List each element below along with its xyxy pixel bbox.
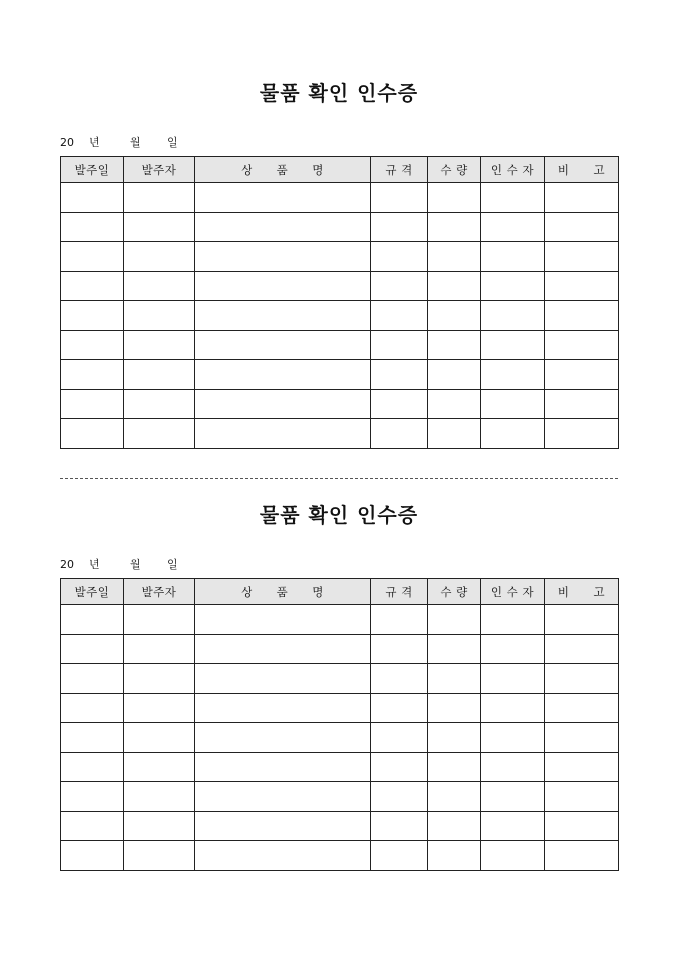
cell-receiver[interactable] [481, 664, 545, 694]
col-order-date: 발주일 [61, 157, 124, 183]
cell-order-date[interactable] [61, 782, 124, 812]
cell-remarks[interactable] [545, 360, 619, 390]
cell-receiver[interactable] [481, 183, 545, 213]
cell-orderer[interactable] [124, 242, 195, 272]
cell-spec[interactable] [371, 419, 428, 449]
header-row [61, 579, 619, 605]
col-order-date: 발주일 [61, 579, 124, 605]
date-year-unit: 년 [89, 558, 100, 571]
cell-receiver[interactable] [481, 242, 545, 272]
date-month-unit: 월 [130, 558, 141, 571]
cell-receiver[interactable] [481, 389, 545, 419]
cell-order-date[interactable] [61, 693, 124, 723]
table-row [61, 183, 619, 213]
date-line [60, 555, 618, 575]
cell-spec[interactable] [371, 605, 428, 635]
cell-orderer[interactable] [124, 841, 195, 871]
table-row [61, 723, 619, 753]
cell-spec[interactable] [371, 242, 428, 272]
cell-order-date[interactable] [61, 183, 124, 213]
cell-quantity[interactable] [428, 212, 481, 242]
receipt-form-top [60, 78, 618, 449]
cell-quantity[interactable] [428, 723, 481, 753]
cell-spec[interactable] [371, 752, 428, 782]
cell-remarks[interactable] [545, 752, 619, 782]
cell-orderer[interactable] [124, 664, 195, 694]
cell-order-date[interactable] [61, 389, 124, 419]
cell-orderer[interactable] [124, 782, 195, 812]
table-row [61, 752, 619, 782]
cell-product-name[interactable] [195, 723, 371, 753]
cell-receiver[interactable] [481, 605, 545, 635]
cell-spec[interactable] [371, 183, 428, 213]
cell-orderer[interactable] [124, 301, 195, 331]
col-spec: 규 격 [371, 157, 428, 183]
cell-remarks[interactable] [545, 664, 619, 694]
cell-receiver[interactable] [481, 811, 545, 841]
cell-receiver[interactable] [481, 752, 545, 782]
cell-orderer[interactable] [124, 723, 195, 753]
form-title: 물품 확인 인수증 [259, 503, 419, 527]
cell-spec[interactable] [371, 782, 428, 812]
col-spec: 규 격 [371, 579, 428, 605]
cell-quantity[interactable] [428, 419, 481, 449]
cell-orderer[interactable] [124, 419, 195, 449]
cell-quantity[interactable] [428, 841, 481, 871]
col-orderer: 발주자 [124, 579, 195, 605]
table-row [61, 841, 619, 871]
table-row [61, 212, 619, 242]
table-row [61, 389, 619, 419]
cell-order-date[interactable] [61, 360, 124, 390]
cell-quantity[interactable] [428, 301, 481, 331]
table-row [61, 419, 619, 449]
cell-order-date[interactable] [61, 419, 124, 449]
cell-spec[interactable] [371, 723, 428, 753]
cell-orderer[interactable] [124, 605, 195, 635]
cell-product-name[interactable] [195, 634, 371, 664]
cell-orderer[interactable] [124, 752, 195, 782]
cell-quantity[interactable] [428, 782, 481, 812]
cell-quantity[interactable] [428, 242, 481, 272]
cell-orderer[interactable] [124, 330, 195, 360]
cell-product-name[interactable] [195, 183, 371, 213]
table-body [61, 605, 619, 871]
cell-remarks[interactable] [545, 212, 619, 242]
cell-spec[interactable] [371, 360, 428, 390]
cell-order-date[interactable] [61, 212, 124, 242]
cell-remarks[interactable] [545, 271, 619, 301]
cell-spec[interactable] [371, 212, 428, 242]
col-receiver: 인 수 자 [481, 579, 545, 605]
cell-order-date[interactable] [61, 301, 124, 331]
cell-receiver[interactable] [481, 360, 545, 390]
cell-receiver[interactable] [481, 419, 545, 449]
cell-order-date[interactable] [61, 634, 124, 664]
cell-spec[interactable] [371, 330, 428, 360]
cell-receiver[interactable] [481, 841, 545, 871]
table-row [61, 605, 619, 635]
form-title: 물품 확인 인수증 [259, 81, 419, 105]
cell-quantity[interactable] [428, 605, 481, 635]
cell-order-date[interactable] [61, 664, 124, 694]
cell-spec[interactable] [371, 634, 428, 664]
cell-remarks[interactable] [545, 419, 619, 449]
col-remarks: 비 고 [545, 579, 619, 605]
header-row [61, 157, 619, 183]
cell-product-name[interactable] [195, 841, 371, 871]
cell-receiver[interactable] [481, 301, 545, 331]
cell-product-name[interactable] [195, 811, 371, 841]
cell-order-date[interactable] [61, 605, 124, 635]
cell-spec[interactable] [371, 301, 428, 331]
cell-order-date[interactable] [61, 723, 124, 753]
col-remarks: 비 고 [545, 157, 619, 183]
cell-orderer[interactable] [124, 271, 195, 301]
cell-orderer[interactable] [124, 389, 195, 419]
cell-product-name[interactable] [195, 752, 371, 782]
cell-spec[interactable] [371, 664, 428, 694]
table-row [61, 664, 619, 694]
cell-product-name[interactable] [195, 330, 371, 360]
cell-order-date[interactable] [61, 330, 124, 360]
cell-remarks[interactable] [545, 330, 619, 360]
date-month-unit: 월 [130, 136, 141, 149]
date-day-unit: 일 [167, 558, 178, 571]
cell-remarks[interactable] [545, 693, 619, 723]
cell-product-name[interactable] [195, 693, 371, 723]
cell-remarks[interactable] [545, 183, 619, 213]
table-row [61, 693, 619, 723]
date-line [60, 133, 618, 153]
receipt-table [60, 578, 619, 871]
cell-order-date[interactable] [61, 242, 124, 272]
col-product-name: 상 품 명 [195, 579, 371, 605]
cell-quantity[interactable] [428, 664, 481, 694]
cell-orderer[interactable] [124, 183, 195, 213]
cell-remarks[interactable] [545, 811, 619, 841]
cell-orderer[interactable] [124, 634, 195, 664]
cell-quantity[interactable] [428, 752, 481, 782]
table-row [61, 330, 619, 360]
col-receiver: 인 수 자 [481, 157, 545, 183]
table-row [61, 271, 619, 301]
cell-receiver[interactable] [481, 693, 545, 723]
date-day-unit: 일 [167, 136, 178, 149]
cell-product-name[interactable] [195, 782, 371, 812]
cut-line [60, 478, 618, 479]
col-quantity: 수 량 [428, 579, 481, 605]
cell-remarks[interactable] [545, 605, 619, 635]
cell-product-name[interactable] [195, 360, 371, 390]
cell-order-date[interactable] [61, 752, 124, 782]
cell-remarks[interactable] [545, 634, 619, 664]
cell-order-date[interactable] [61, 841, 124, 871]
table-row [61, 360, 619, 390]
cell-remarks[interactable] [545, 389, 619, 419]
cell-quantity[interactable] [428, 811, 481, 841]
cell-orderer[interactable] [124, 693, 195, 723]
cell-orderer[interactable] [124, 212, 195, 242]
cell-remarks[interactable] [545, 301, 619, 331]
cell-receiver[interactable] [481, 634, 545, 664]
cell-quantity[interactable] [428, 330, 481, 360]
table-row [61, 242, 619, 272]
cell-quantity[interactable] [428, 634, 481, 664]
date-year-prefix: 20 [60, 558, 74, 571]
cell-receiver[interactable] [481, 723, 545, 753]
cell-receiver[interactable] [481, 782, 545, 812]
cell-remarks[interactable] [545, 841, 619, 871]
cell-order-date[interactable] [61, 811, 124, 841]
cell-quantity[interactable] [428, 271, 481, 301]
cell-quantity[interactable] [428, 389, 481, 419]
cell-receiver[interactable] [481, 212, 545, 242]
cell-spec[interactable] [371, 389, 428, 419]
cell-product-name[interactable] [195, 605, 371, 635]
table-row [61, 782, 619, 812]
cell-orderer[interactable] [124, 811, 195, 841]
cell-product-name[interactable] [195, 301, 371, 331]
table-body [61, 183, 619, 449]
cell-remarks[interactable] [545, 782, 619, 812]
cell-product-name[interactable] [195, 271, 371, 301]
cell-spec[interactable] [371, 811, 428, 841]
cell-spec[interactable] [371, 271, 428, 301]
table-row [61, 634, 619, 664]
cell-remarks[interactable] [545, 723, 619, 753]
cell-product-name[interactable] [195, 389, 371, 419]
cell-product-name[interactable] [195, 242, 371, 272]
cell-receiver[interactable] [481, 271, 545, 301]
col-product-name: 상 품 명 [195, 157, 371, 183]
cell-quantity[interactable] [428, 360, 481, 390]
cell-quantity[interactable] [428, 693, 481, 723]
receipt-table [60, 156, 619, 449]
cell-spec[interactable] [371, 693, 428, 723]
cell-orderer[interactable] [124, 360, 195, 390]
receipt-form-bottom [60, 500, 618, 871]
cell-product-name[interactable] [195, 212, 371, 242]
cell-product-name[interactable] [195, 419, 371, 449]
cell-receiver[interactable] [481, 330, 545, 360]
table-row [61, 811, 619, 841]
cell-quantity[interactable] [428, 183, 481, 213]
cell-product-name[interactable] [195, 664, 371, 694]
cell-order-date[interactable] [61, 271, 124, 301]
date-year-prefix: 20 [60, 136, 74, 149]
col-orderer: 발주자 [124, 157, 195, 183]
table-row [61, 301, 619, 331]
cell-spec[interactable] [371, 841, 428, 871]
date-year-unit: 년 [89, 136, 100, 149]
col-quantity: 수 량 [428, 157, 481, 183]
cell-remarks[interactable] [545, 242, 619, 272]
